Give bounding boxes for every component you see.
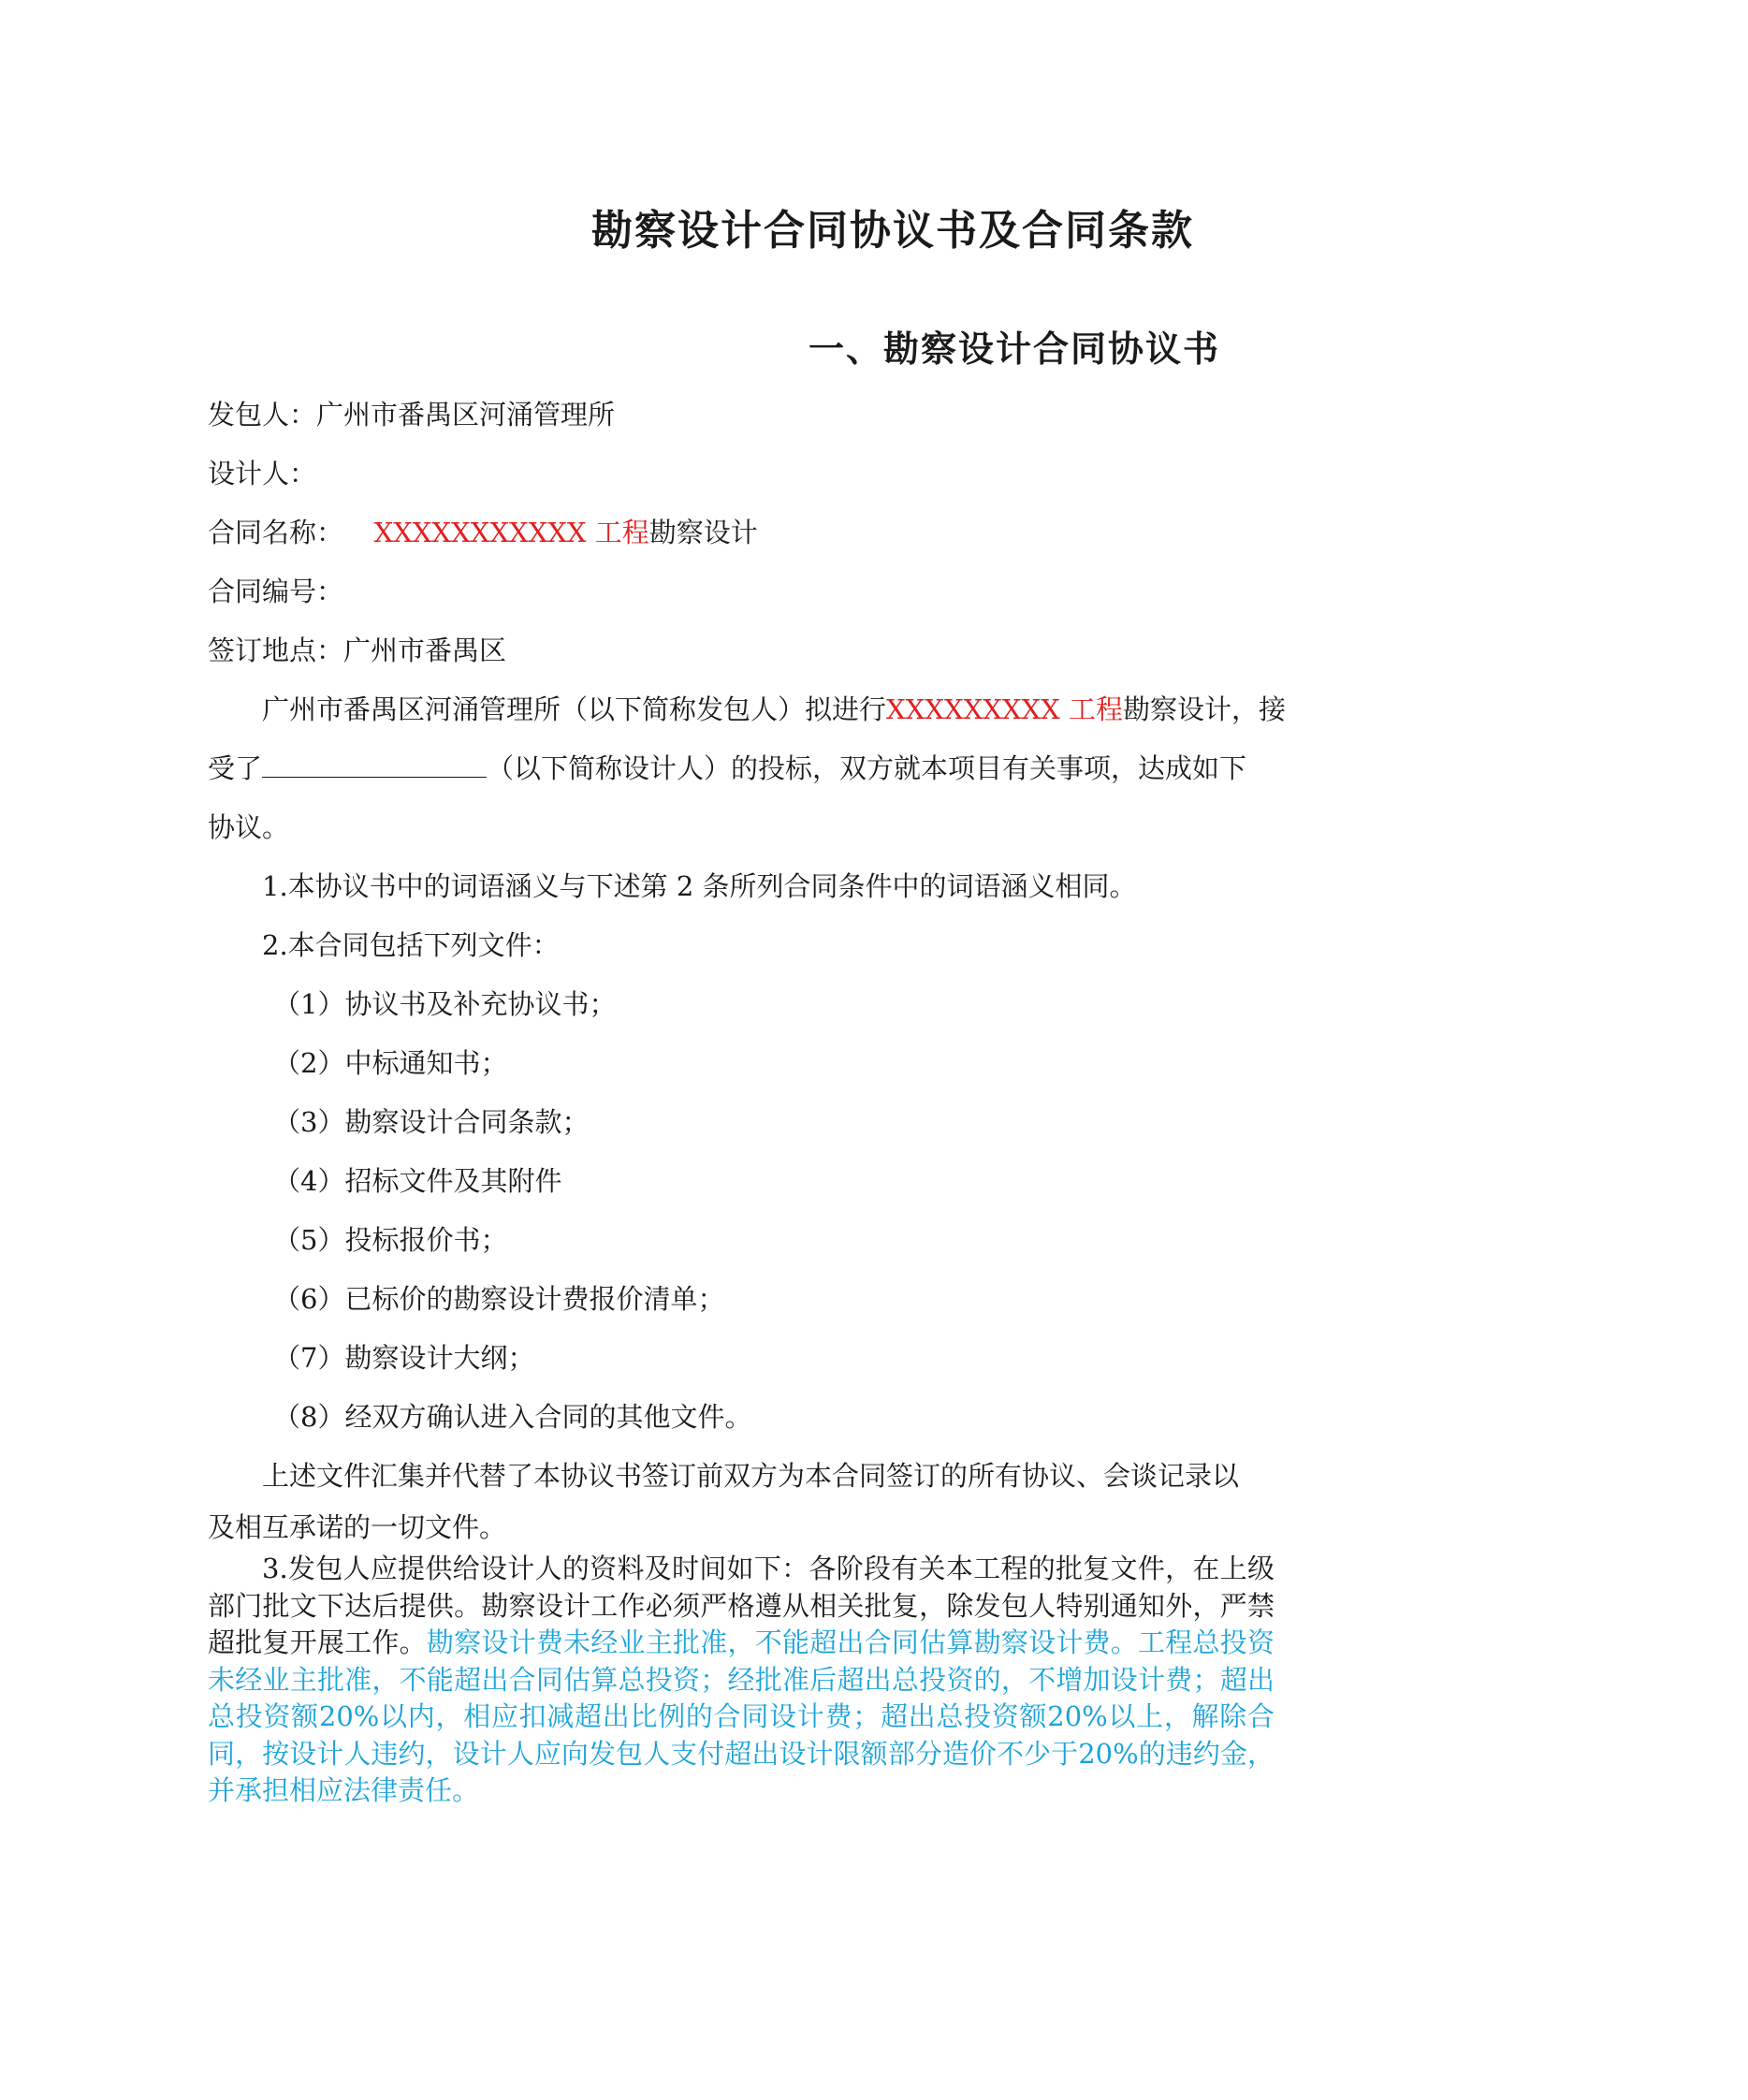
place-value: 广州市番禺区 bbox=[343, 634, 507, 666]
designer-label: 设计人： bbox=[208, 458, 317, 489]
intro-part-1: 广州市番禺区河涌管理所（以下简称发包人）拟进行 bbox=[262, 693, 887, 725]
document-item-6: （6）已标价的勘察设计费报价清单； bbox=[273, 1283, 725, 1315]
document-item-3: （3）勘察设计合同条款； bbox=[273, 1106, 590, 1138]
place-label: 签订地点： bbox=[208, 634, 344, 666]
place-line bbox=[208, 621, 1275, 680]
clause-2: 2.本合同包括下列文件： bbox=[262, 929, 560, 961]
document-item-7: （7）勘察设计大纲； bbox=[273, 1342, 535, 1374]
intro-line-2 bbox=[208, 739, 1275, 798]
clause-3 bbox=[208, 1551, 1275, 1810]
document-item-4: （4）招标文件及其附件 bbox=[273, 1165, 562, 1197]
employer-label: 发包人： bbox=[208, 399, 317, 430]
contract-name-line bbox=[208, 503, 1275, 562]
document-body bbox=[208, 386, 1287, 1810]
designer-blank bbox=[262, 751, 487, 778]
employer-line bbox=[208, 386, 1275, 445]
document-item-8: （8）经双方确认进入合同的其他文件。 bbox=[273, 1401, 752, 1433]
document-item-1: （1）协议书及补充协议书； bbox=[273, 988, 617, 1020]
document-item-5: （5）投标报价书； bbox=[273, 1224, 508, 1256]
section-title: 一、勘察设计合同协议书 bbox=[808, 328, 1220, 370]
document-title: 勘察设计合同协议书及合同条款 bbox=[591, 207, 1194, 255]
intro-line2-suffix: （以下简称设计人）的投标，双方就本项目有关事项，达成如下 bbox=[487, 752, 1247, 784]
employer-value: 广州市番禺区河涌管理所 bbox=[316, 399, 616, 430]
clause-3-text: 3.发包人应提供给设计人的资料及时间如下：各阶段有关本工程的批复文件，在上级部门批文下达后提供。勘察设计工作必须严格遵从相关批复，除发包人特别通知外，严禁超批复开展工作。 bbox=[208, 1553, 1275, 1658]
designer-line bbox=[208, 445, 1275, 503]
contract-no-line bbox=[208, 562, 1275, 621]
intro-line-1 bbox=[208, 680, 1287, 739]
document-item-2: （2）中标通知书； bbox=[273, 1047, 508, 1079]
contract-name-label: 合同名称： bbox=[208, 517, 344, 548]
intro-part-2: 勘察设计，接 bbox=[1123, 693, 1287, 725]
contract-name-suffix: 勘察设计 bbox=[648, 517, 758, 548]
supersede-line-2: 及相互承诺的一切文件。 bbox=[208, 1511, 507, 1543]
clause-3-highlight: 勘察设计费未经业主批准，不能超出合同估算勘察设计费。工程总投资未经业主批准，不能超出合同估算总投资；经批准后超出总投资的，不增加设计费；超出总投资额20%以内，相应扣减超出比例的合同设计费；超出总投资额20%以上，解除合同，按设计人违约，设计人应向发包人支付超出设计限额部分造价不少于20%的违约金，并承担相应法律责任。 bbox=[208, 1626, 1275, 1806]
intro-line-3: 协议。 bbox=[208, 811, 290, 843]
contract-no-label: 合同编号： bbox=[208, 576, 344, 607]
intro-project: XXXXXXXXX 工程 bbox=[886, 693, 1124, 725]
intro-line2-prefix: 受了 bbox=[208, 752, 263, 784]
contract-name-project: XXXXXXXXXXX 工程 bbox=[373, 517, 649, 548]
clause-1: 1.本协议书中的词语涵义与下述第 2 条所列合同条件中的词语涵义相同。 bbox=[262, 870, 1137, 902]
supersede-line-1: 上述文件汇集并代替了本协议书签订前双方为本合同签订的所有协议、会谈记录以 bbox=[262, 1460, 1240, 1492]
